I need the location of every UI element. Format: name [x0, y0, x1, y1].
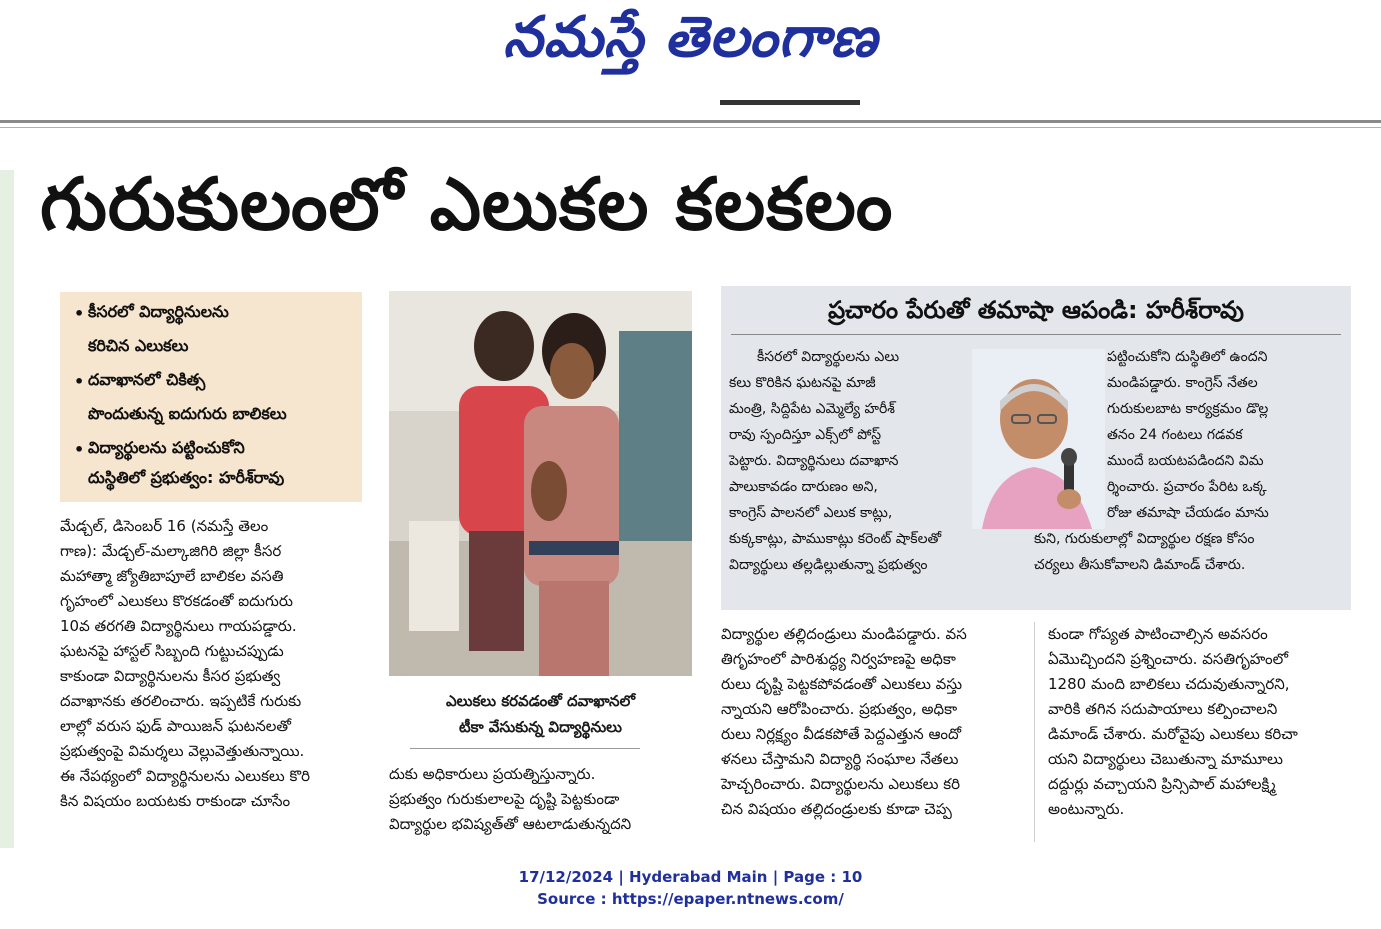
story-line: గాణ): మేడ్చల్-మల్కాజిగిరి జిల్లా కీసర [60, 542, 282, 560]
news-photo [389, 291, 692, 676]
sidebar-line: కుని, గురుకులాల్లో విద్యార్థుల రక్షణ కోసం [1034, 531, 1255, 547]
story-column-4 [1048, 622, 1298, 822]
story-line: విద్యార్థుల భవిష్యత్‌తో ఆటలాడుతున్నదని [389, 815, 632, 833]
sidebar-line: కాంగ్రెస్ పాలనలో ఎలుక కాట్లు, [729, 505, 893, 521]
highlight-line: దవాఖానలో చికిత్స [88, 370, 206, 389]
students-photo-illustration [389, 291, 692, 676]
footer-source-link[interactable]: Source : https://epaper.ntnews.com/ [537, 890, 844, 908]
highlight-line: పొందుతున్న ఐదుగురు బాలికలు [88, 404, 287, 423]
sidebar-line: మంత్రి, సిద్దిపేట ఎమ్మెల్యే హరీశ్ [729, 401, 895, 417]
story-line: కాకుండా విద్యార్థినులను కీసర ప్రభుత్వ [60, 667, 281, 685]
story-line: ప్రభుత్వంపై విమర్శలు వెల్లువెత్తుతున్నాయి. [60, 742, 305, 760]
story-line: ళనలు చేస్తామని విద్యార్థి సంఘాల నేతలు [721, 750, 959, 768]
sidebar-line: ముందే బయటపడిందని విమ [1107, 453, 1264, 469]
story-line: గృహంలో ఎలుకలు కొరకడంతో ఐదుగురు [60, 592, 293, 610]
story-line: కుండా గోప్యత పాటించాల్సిన అవసరం [1048, 625, 1268, 643]
story-line: యని విద్యార్థులు చెబుతున్నా మామూలు [1048, 750, 1283, 768]
sidebar-line: తనం 24 గంటలు గడవక [1107, 427, 1243, 443]
sidebar-line: పెట్టారు. విద్యార్థినులు దవాఖాన [729, 453, 899, 469]
photo-caption [389, 688, 692, 740]
sidebar-line: రావు స్పందిస్తూ ఎక్స్‌లో పోస్ట్ [729, 427, 882, 443]
story-line: ప్రభుత్వం గురుకులాలపై దృష్టి పెట్టకుండా [389, 790, 620, 808]
sidebar-line: పట్టించుకోని దుస్థితిలో ఉందని [1107, 349, 1268, 365]
headline: గురుకులంలో ఎలుకల కలకలం [40, 162, 894, 246]
story-line: వారికి తగిన సదుపాయాలు కల్పించాలని [1048, 700, 1278, 718]
story-line: రులు దృష్టి పెట్టకపోవడంతో ఎలుకలు వస్తు [721, 675, 963, 693]
sidebar-line: గురుకులబాట కార్యక్రమం డొల్ల [1107, 401, 1269, 417]
bullet-icon: • [74, 372, 85, 391]
story-column-2 [389, 762, 631, 837]
sidebar-title-rule [731, 334, 1341, 335]
story-line: ఈ నేపథ్యంలో విద్యార్థినులను ఎలుకలు కొరి [60, 767, 310, 785]
sidebar-title: ప్రచారం పేరుతో తమాషా ఆపండి: హరీశ్‌రావు [828, 296, 1244, 324]
masthead-logo: నమస్తే తెలంగాణ [503, 4, 878, 70]
footer-date-edition: 17/12/2024 | Hyderabad Main | Page : 10 [518, 868, 863, 886]
masthead-rule-thin [0, 127, 1381, 128]
story-line: హెచ్చరించారు. విద్యార్థులను ఎలుకలు కరి [721, 775, 960, 793]
story-line: మేడ్చల్, డిసెంబర్ 16 (నమస్తే తెలం [60, 517, 269, 535]
portrait-illustration [972, 349, 1105, 529]
story-line: లాల్లో వరుస ఫుడ్ పాయిజన్ ఘటనలతో [60, 717, 292, 735]
sidebar-line: కలు కొరికిన ఘటనపై మాజీ [729, 375, 876, 391]
story-line: దవాఖానకు తరలించారు. ఇప్పటికే గురుకు [60, 692, 302, 710]
story-line: రులు నిర్లక్ష్యం వీడకపోతే పెద్దఎత్తున ఆందో [721, 725, 962, 743]
sidebar-line: రోజు తమాషా చేయడం మాను [1107, 505, 1269, 521]
bullet-icon: • [74, 304, 85, 323]
story-column-1 [60, 514, 310, 814]
story-line: 10వ తరగతి విద్యార్థినులు గాయపడ్డారు. [60, 617, 297, 635]
highlights-box [60, 292, 362, 502]
story-line: విద్యార్థుల తల్లిదండ్రులు మండిపడ్డారు. వస [721, 625, 967, 643]
caption-divider [410, 748, 640, 749]
highlight-line: కరిచిన ఎలుకలు [88, 336, 189, 355]
story-column-3 [721, 622, 967, 822]
sidebar-text-bottom [1034, 526, 1255, 578]
sidebar-line: చర్యలు తీసుకోవాలని డిమాండ్ చేశారు. [1034, 557, 1246, 573]
caption-line: ఎలుకలు కరవడంతో దవాఖానలో [445, 692, 636, 710]
story-line: దుకు అధికారులు ప్రయత్నిస్తున్నారు. [389, 765, 596, 783]
story-line: డిమాండ్ చేశారు. మరోవైపు ఎలుకలు కరిచా [1048, 725, 1298, 743]
story-line: చిన విషయం తల్లిదండ్రులకు కూడా చెప్ప [721, 800, 952, 818]
masthead-underline-fragment [720, 100, 860, 105]
footer [0, 866, 1381, 910]
highlight-line: విద్యార్థులను పట్టించుకోని [88, 438, 245, 457]
bullet-icon: • [74, 440, 85, 459]
caption-line: టీకా వేసుకున్న విద్యార్థినులు [459, 718, 622, 736]
sidebar-line: కీసరలో విద్యార్థులను ఎలు [757, 349, 900, 365]
page-edge-strip [0, 170, 14, 848]
sidebar-line: పాలుకావడం దారుణం అని, [729, 479, 878, 495]
story-line: అంటున్నారు. [1048, 800, 1125, 818]
sidebar-line: మండిపడ్డారు. కాంగ్రెస్ నేతల [1107, 375, 1258, 391]
highlight-line: కీసరలో విద్యార్థినులను [88, 302, 229, 321]
column-divider [1034, 622, 1035, 842]
masthead-rule [0, 120, 1381, 123]
highlight-line: దుస్థితిలో ప్రభుత్వం: హరీశ్‌రావు [88, 468, 285, 487]
story-line: 1280 మంది బాలికలు చదువుతున్నారని, [1048, 675, 1290, 693]
story-line: న్నాయని ఆరోపించారు. ప్రభుత్వం, అధికా [721, 700, 958, 718]
story-line: తిగృహంలో పారిశుద్ధ్య నిర్వహణపై అధికా [721, 650, 956, 668]
story-line: ఏమొచ్చిందని ప్రశ్నించారు. వసతిగృహంలో [1048, 650, 1289, 668]
story-line: కిన విషయం బయటకు రాకుండా చూసేం [60, 792, 291, 810]
story-line: మహాత్మా జ్యోతిబాపూలే బాలికల వసతి [60, 567, 284, 585]
story-line: దద్దుర్లు వచ్చాయని ప్రిన్సిపాల్ మహాలక్ష్మి [1048, 775, 1276, 793]
story-line: ఘటనపై హాస్టల్ సిబ్బంది గుట్టుచప్పుడు [60, 642, 284, 660]
sidebar-line: విద్యార్థులు తల్లడిల్లుతున్నా ప్రభుత్వం [729, 557, 928, 573]
masthead [0, 0, 1381, 110]
sidebar-text-right [1107, 344, 1269, 526]
sidebar-line: ర్శించారు. ప్రచారం పేరిట ఒక్క [1107, 479, 1267, 495]
portrait-photo [972, 349, 1105, 529]
sidebar-text-left [729, 344, 941, 578]
sidebar-line: కుక్కకాట్లు, పాముకాట్లు కరెంట్ షాక్‌లతో [729, 531, 942, 547]
